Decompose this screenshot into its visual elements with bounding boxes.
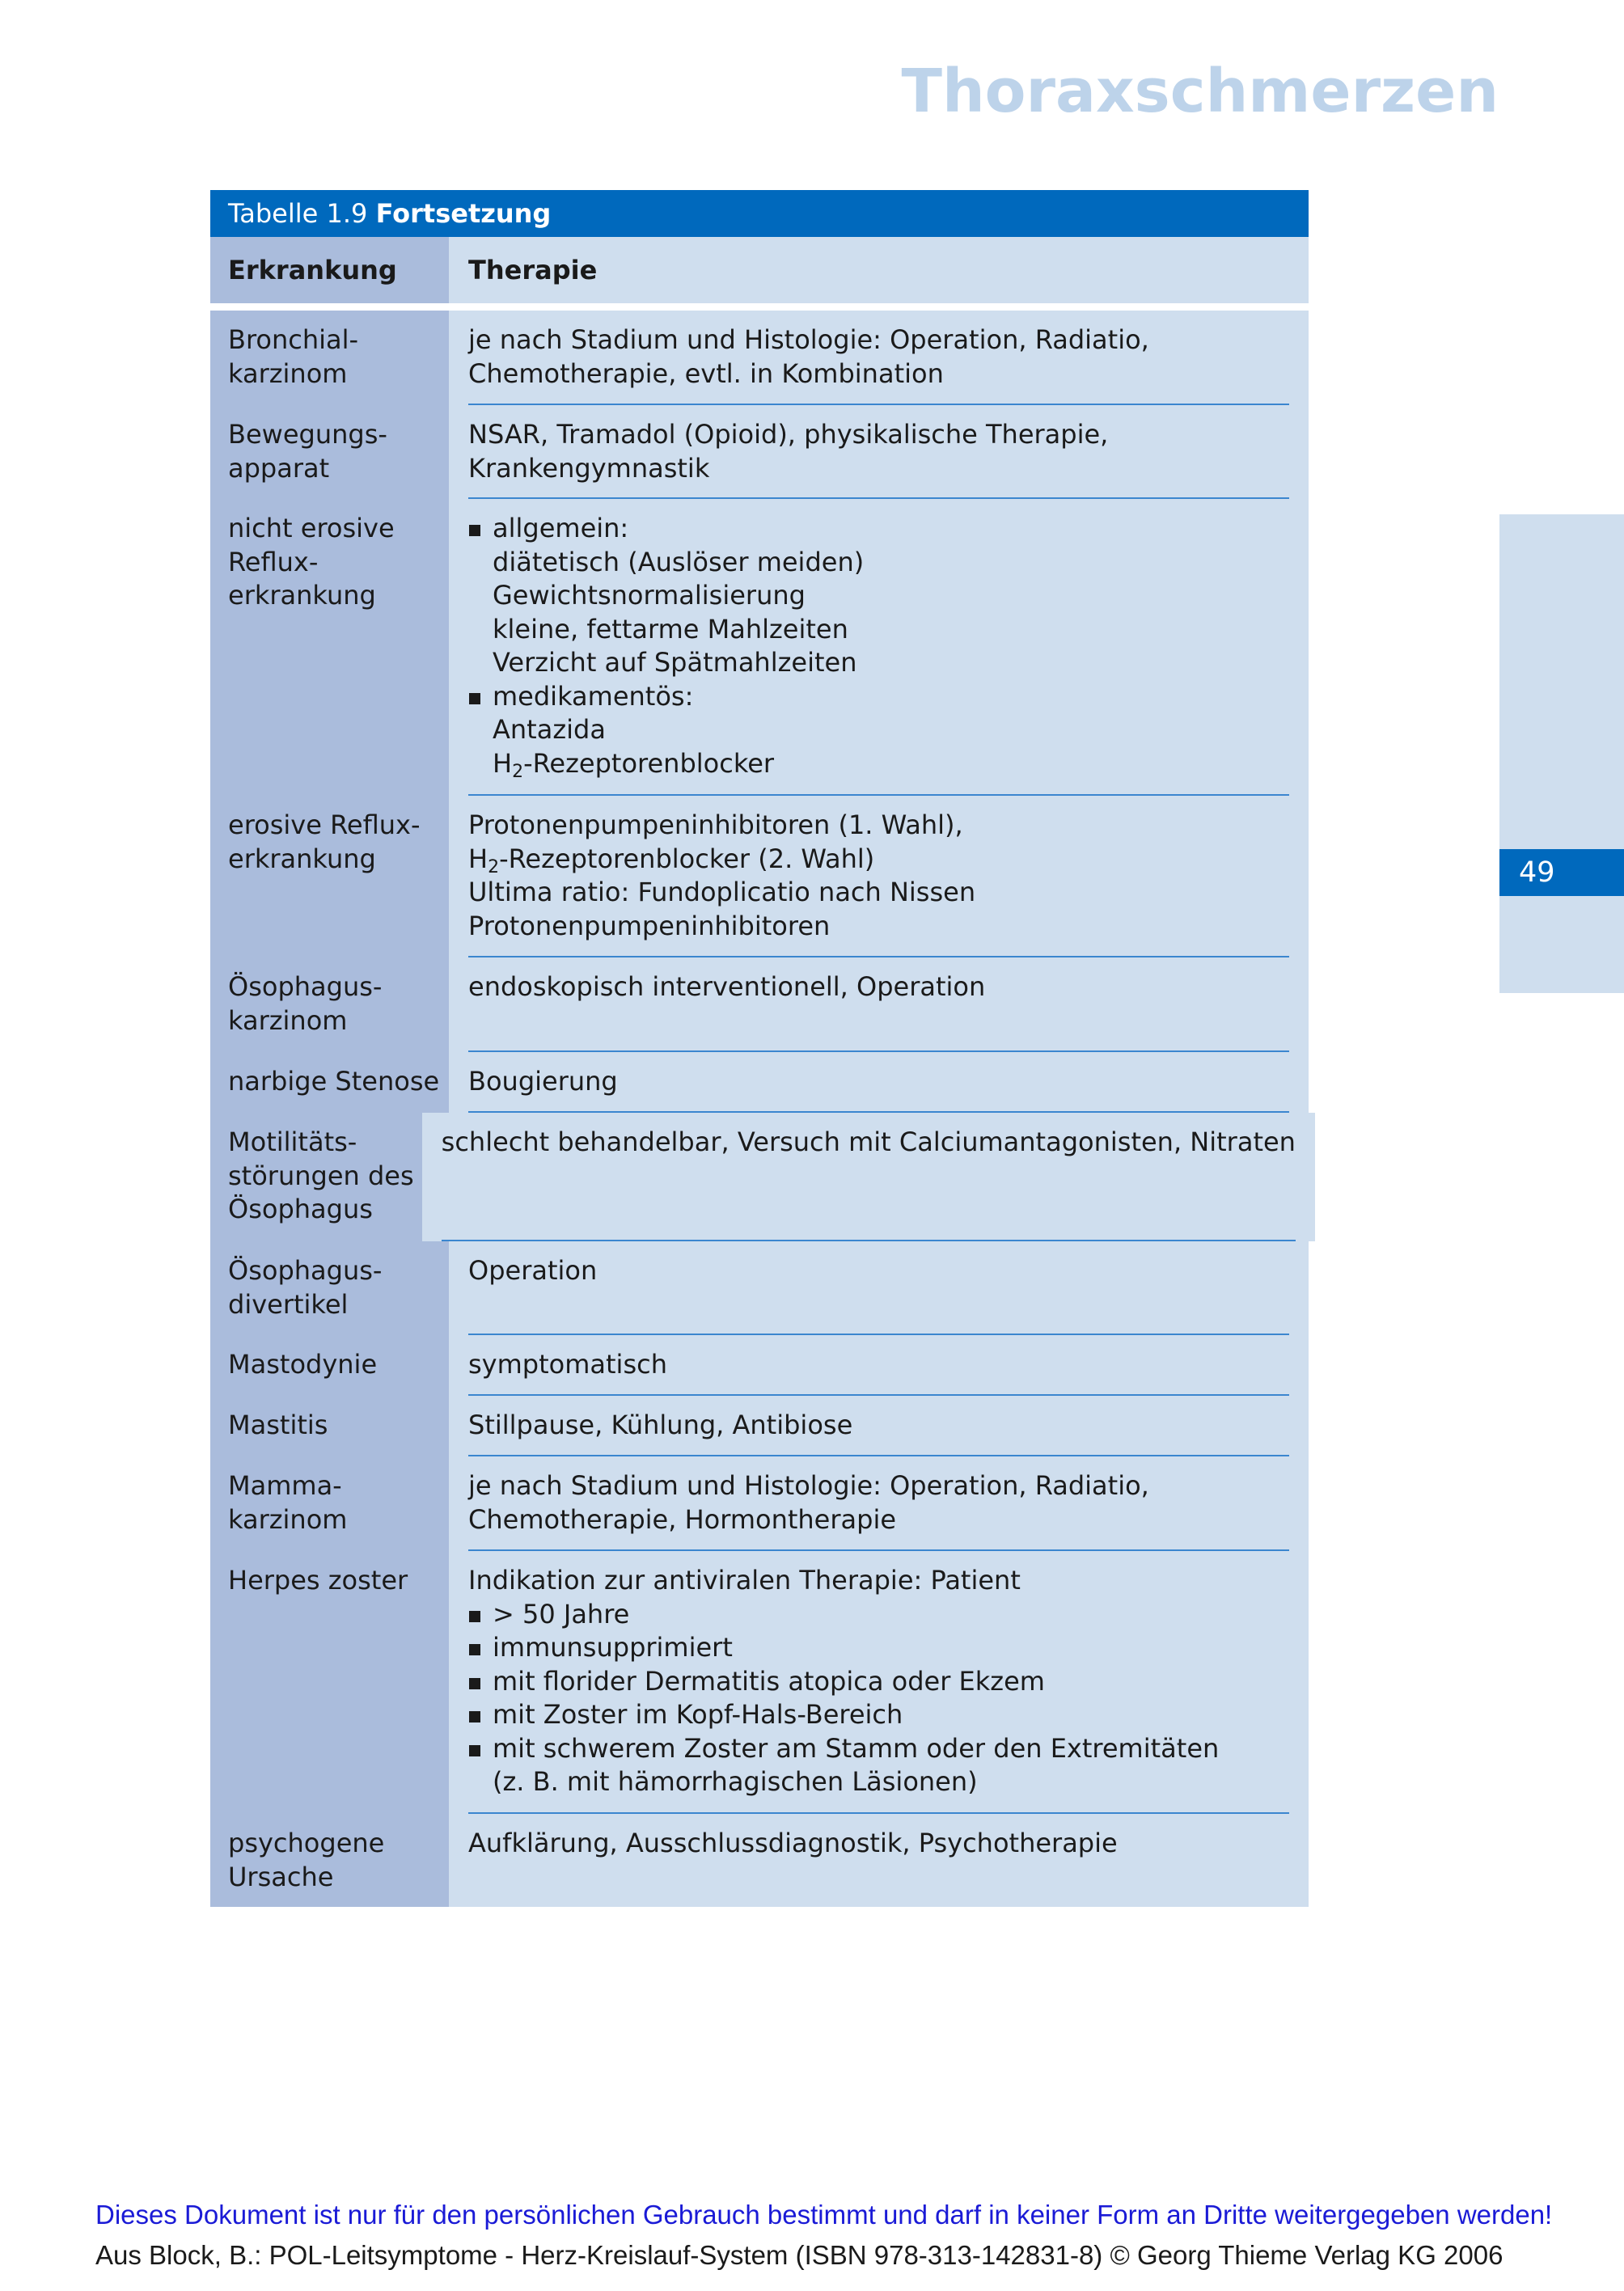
table-row: [210, 1113, 1309, 1241]
table-row: [210, 1456, 1309, 1551]
usage-notice: Dieses Dokument ist nur für den persönlichen Gebrauch bestimmt und darf in keiner Form an Dritte weitergegeben werden!: [95, 2200, 1553, 2230]
bullet-icon: [468, 1631, 493, 1665]
disease-cell: Ösophagus- karzinom: [210, 957, 449, 1052]
therapy-cell: symptomatisch: [449, 1335, 1309, 1396]
list-item: mit Zoster im Kopf-Hals-Bereich: [468, 1698, 1289, 1732]
therapy-cell: Aufklärung, Ausschlussdiagnostik, Psychotherapie: [449, 1814, 1309, 1907]
therapy-cell: NSAR, Tramadol (Opioid), physikalische Therapie, Krankengymnastik: [449, 405, 1309, 499]
therapy-cell: je nach Stadium und Histologie: Operation, Radiatio, Chemotherapie, Hormontherapie: [449, 1456, 1309, 1551]
disease-cell: Bronchial- karzinom: [210, 311, 449, 405]
page-header-title: Thoraxschmerzen: [901, 57, 1499, 126]
disease-cell: Mastitis: [210, 1396, 449, 1456]
disease-cell: Mastodynie: [210, 1335, 449, 1396]
column-header-disease: Erkrankung: [210, 237, 449, 303]
table-row: [210, 1335, 1309, 1396]
therapy-cell: Stillpause, Kühlung, Antibiose: [449, 1396, 1309, 1456]
table-row: [210, 499, 1309, 796]
list-item: mit schwerem Zoster am Stamm oder den Extremitäten: [468, 1732, 1289, 1766]
bullet-icon: [468, 1732, 493, 1766]
therapy-cell: allgemein: diätetisch (Auslöser meiden) Gewichtsnormalisierung kleine, fettarme Mahlzeiten Verzicht auf Spätmahlzeiten medikamentös: Antazida $H_2$-Rezeptorenblocker: [449, 499, 1309, 796]
chapter-side-tab: [1499, 514, 1624, 993]
bullet-icon: [468, 1598, 493, 1632]
list-item: allgemein:: [468, 512, 1289, 546]
disease-cell: psychogene Ursache: [210, 1814, 449, 1907]
table-row: [210, 405, 1309, 499]
page-number: 49: [1499, 849, 1624, 896]
column-header-therapy: Therapie: [449, 237, 1309, 303]
therapy-cell: Indikation zur antiviralen Therapie: Patient > 50 Jahre immunsupprimiert mit florider Dermatitis atopica oder Ekzem mit Zoster im Kopf-Hals-Bereich mit schwerem Zoster am Stamm oder den Extremitäten (z. B. mit hämorrhagischen Läsionen): [449, 1551, 1309, 1814]
list-item: medikamentös:: [468, 680, 1289, 714]
table-row: [210, 957, 1309, 1052]
bullet-icon: [468, 680, 493, 714]
therapy-cell: Bougierung: [449, 1052, 1309, 1113]
table-row: [210, 1241, 1309, 1335]
disease-cell: Herpes zoster: [210, 1551, 449, 1814]
table-caption-prefix: Tabelle 1.9: [228, 198, 368, 229]
disease-cell: Ösophagus- divertikel: [210, 1241, 449, 1335]
table-row: [210, 1551, 1309, 1814]
therapy-cell: Protonenpumpeninhibitoren (1. Wahl), $H_2$-Rezeptorenblocker (2. Wahl) Ultima ratio: Fundoplicatio nach Nissen Protonenpumpeninhibitoren: [449, 796, 1309, 957]
disease-cell: Bewegungs- apparat: [210, 405, 449, 499]
therapy-table: [210, 190, 1309, 1907]
table-row: [210, 1052, 1309, 1113]
disease-cell: Mamma- karzinom: [210, 1456, 449, 1551]
disease-cell: erosive Reflux- erkrankung: [210, 796, 449, 957]
table-header-row: [210, 237, 1309, 311]
table-row: [210, 796, 1309, 957]
citation: Aus Block, B.: POL-Leitsymptome - Herz-Kreislauf-System (ISBN 978-313-142831-8) © Georg Thieme Verlag KG 2006: [95, 2240, 1503, 2270]
table-row: [210, 1396, 1309, 1456]
bullet-icon: [468, 1665, 493, 1699]
table-row: [210, 311, 1309, 405]
table-row: [210, 1814, 1309, 1907]
list-item: immunsupprimiert: [468, 1631, 1289, 1665]
disease-cell: narbige Stenose: [210, 1052, 449, 1113]
list-item: mit florider Dermatitis atopica oder Ekzem: [468, 1665, 1289, 1699]
therapy-cell: endoskopisch interventionell, Operation: [449, 957, 1309, 1052]
table-caption: [210, 190, 1309, 237]
disease-cell: nicht erosive Reflux- erkrankung: [210, 499, 449, 796]
list-item: > 50 Jahre: [468, 1598, 1289, 1632]
disease-cell: Motilitäts- störungen des Ösophagus: [210, 1113, 422, 1241]
therapy-cell: schlecht behandelbar, Versuch mit Calciumantagonisten, Nitraten: [422, 1113, 1315, 1241]
table-caption-bold: Fortsetzung: [375, 198, 552, 229]
therapy-cell: je nach Stadium und Histologie: Operation, Radiatio, Chemotherapie, evtl. in Kombination: [449, 311, 1309, 405]
bullet-icon: [468, 1698, 493, 1732]
therapy-cell: Operation: [449, 1241, 1309, 1335]
bullet-icon: [468, 512, 493, 546]
